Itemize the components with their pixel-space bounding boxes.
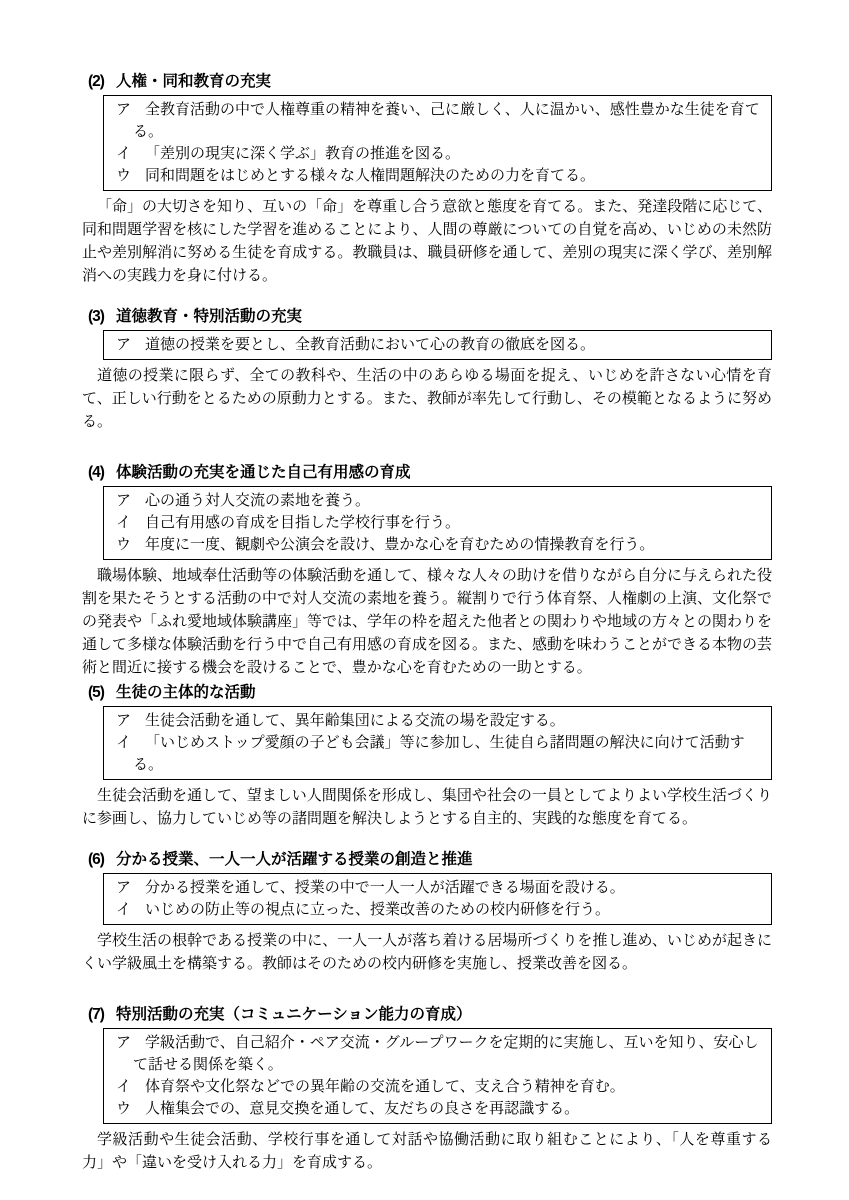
section-paragraph: 道徳の授業に限らず、全ての教科や、生活の中のあらゆる場面を捉え、いじめを許さない心情を育て、正しい行動をとるための原動力とする。また、教師が率先して行動し、その模範となるように努める。 — [82, 367, 772, 430]
item-label: イ — [116, 1078, 132, 1095]
criteria-box — [103, 873, 772, 925]
box-item — [104, 732, 765, 776]
section-number: (4) — [88, 464, 104, 481]
item-label: ア — [116, 101, 132, 118]
box-item — [104, 534, 765, 556]
criteria-box — [103, 1028, 772, 1124]
section-number: (3) — [88, 308, 104, 325]
box-item — [104, 710, 765, 732]
item-text: 「いじめストップ愛顔の子ども会議」等に参加し、生徒自ら諸問題の解決に向けて活動する。 — [133, 734, 745, 773]
section-paragraph: 「命」の大切さを知り、互いの「命」を尊重し合う意欲と態度を育てる。また、発達段階に応じて、同和問題学習を核にした学習を進めることにより、人間の尊厳についての自覚を高め、いじめの未然防止や差別解消に努める生徒を育成する。教職員は、職員研修を通して、差別の現実に深く学び、差別解消への実践力を身に付ける。 — [82, 198, 772, 284]
item-label: ア — [116, 1034, 132, 1051]
section-paragraph: 学級活動や生徒会活動、学校行事を通して対話や協働活動に取り組むことにより、「人を尊重する力」や「違いを受け入れる力」を育成する。 — [82, 1131, 772, 1171]
box-item — [104, 334, 765, 356]
item-text: 生徒会活動を通して、異年齢集団による交流の場を設定する。 — [145, 712, 565, 729]
section-heading — [82, 463, 772, 483]
item-text: 学級活動で、自己紹介・ペア交流・グループワークを定期的に実施し、互いを知り、安心して話せる関係を築く。 — [133, 1034, 759, 1073]
item-text: 自己有用感の育成を目指した学校行事を行う。 — [145, 514, 461, 531]
box-item — [104, 490, 765, 512]
box-item — [104, 99, 765, 143]
section-heading — [82, 307, 772, 327]
section-title: 分かる授業、一人一人が活躍する授業の創造と推進 — [115, 851, 473, 868]
section-paragraph: 学校生活の根幹である授業の中に、一人一人が落ち着ける居場所づくりを推し進め、いじめが起きにくい学級風土を構築する。教師はそのための校内研修を実施し、授業改善を図る。 — [82, 932, 772, 972]
section-6 — [82, 850, 772, 975]
item-text: 分かる授業を通して、授業の中で一人一人が活躍できる場面を設ける。 — [145, 879, 625, 896]
box-item — [104, 165, 765, 187]
item-text: 年度に一度、観劇や公演会を設け、豊かな心を育むための情操教育を行う。 — [145, 536, 655, 553]
item-label: ア — [116, 712, 132, 729]
item-label: ウ — [116, 1100, 132, 1117]
section-number: (5) — [88, 684, 104, 701]
box-item — [104, 1098, 765, 1120]
section-paragraph: 生徒会活動を通して、望ましい人間関係を形成し、集団や社会の一員としてよりよい学校生活づくりに参画し、協力していじめ等の諸問題を解決しようとする自主的、実践的な態度を育てる。 — [82, 787, 772, 827]
criteria-box — [103, 706, 772, 780]
item-text: 「差別の現実に深く学ぶ」教育の推進を図る。 — [145, 145, 461, 162]
section-title: 人権・同和教育の充実 — [115, 73, 271, 90]
box-item — [104, 512, 765, 534]
item-text: いじめの防止等の視点に立った、授業改善のための校内研修を行う。 — [145, 901, 611, 918]
box-item — [104, 143, 765, 165]
item-label: ア — [116, 492, 132, 509]
section-number: (7) — [88, 1006, 104, 1023]
section-number: (6) — [88, 851, 104, 868]
item-text: 心の通う対人交流の素地を養う。 — [145, 492, 371, 509]
section-7 — [82, 1005, 772, 1174]
box-item — [104, 899, 765, 921]
item-label: イ — [116, 514, 132, 531]
item-text: 同和問題をはじめとする様々な人権問題解決のための力を育てる。 — [145, 167, 596, 184]
box-item — [104, 1076, 765, 1098]
item-text: 体育祭や文化祭などでの異年齢の交流を通して、支え合う精神を育む。 — [145, 1078, 625, 1095]
item-label: ウ — [116, 167, 132, 184]
section-heading — [82, 683, 772, 703]
section-2 — [82, 72, 772, 287]
section-title: 生徒の主体的な活動 — [115, 684, 256, 701]
section-3 — [82, 307, 772, 433]
section-number: (2) — [88, 73, 104, 90]
section-title: 体験活動の充実を通じた自己有用感の育成 — [115, 464, 411, 481]
item-text: 全教育活動の中で人権尊重の精神を養い、己に厳しく、人に温かい、感性豊かな生徒を育てる。 — [133, 101, 760, 140]
item-text: 人権集会での、意見交換を通して、友だちの良さを再認識する。 — [145, 1100, 580, 1117]
section-5 — [82, 683, 772, 830]
section-heading — [82, 1005, 772, 1025]
item-label: ウ — [116, 536, 132, 553]
section-paragraph: 職場体験、地域奉仕活動等の体験活動を通して、様々な人々の助けを借りながら自分に与えられた役割を果たそうとする活動の中で対人交流の素地を養う。縦割りで行う体育祭、人権劇の上演、文化祭での発表や「ふれ愛地域体験講座」等では、学年の枠を超えた他者との関わりや地域の方々との関わりを通して多様な体験活動を行う中で自己有用感の育成を図る。また、感動を味わうことができる本物の芸術と間近に接する機会を設けることで、豊かな心を育むための一助とする。 — [82, 567, 773, 676]
item-label: ア — [116, 336, 132, 353]
box-item — [104, 877, 765, 899]
item-label: ア — [116, 879, 132, 896]
item-text: 道徳の授業を要とし、全教育活動において心の教育の徹底を図る。 — [145, 336, 596, 353]
criteria-box — [103, 95, 772, 191]
section-heading — [82, 850, 772, 870]
criteria-box — [103, 330, 772, 360]
criteria-box — [103, 486, 772, 560]
item-label: イ — [116, 901, 132, 918]
section-title: 特別活動の充実（コミュニケーション能力の育成） — [115, 1006, 472, 1023]
section-title: 道徳教育・特別活動の充実 — [115, 308, 302, 325]
item-label: イ — [116, 734, 132, 751]
item-label: イ — [116, 145, 132, 162]
section-heading — [82, 72, 772, 92]
box-item — [104, 1032, 765, 1076]
section-4 — [82, 463, 772, 679]
